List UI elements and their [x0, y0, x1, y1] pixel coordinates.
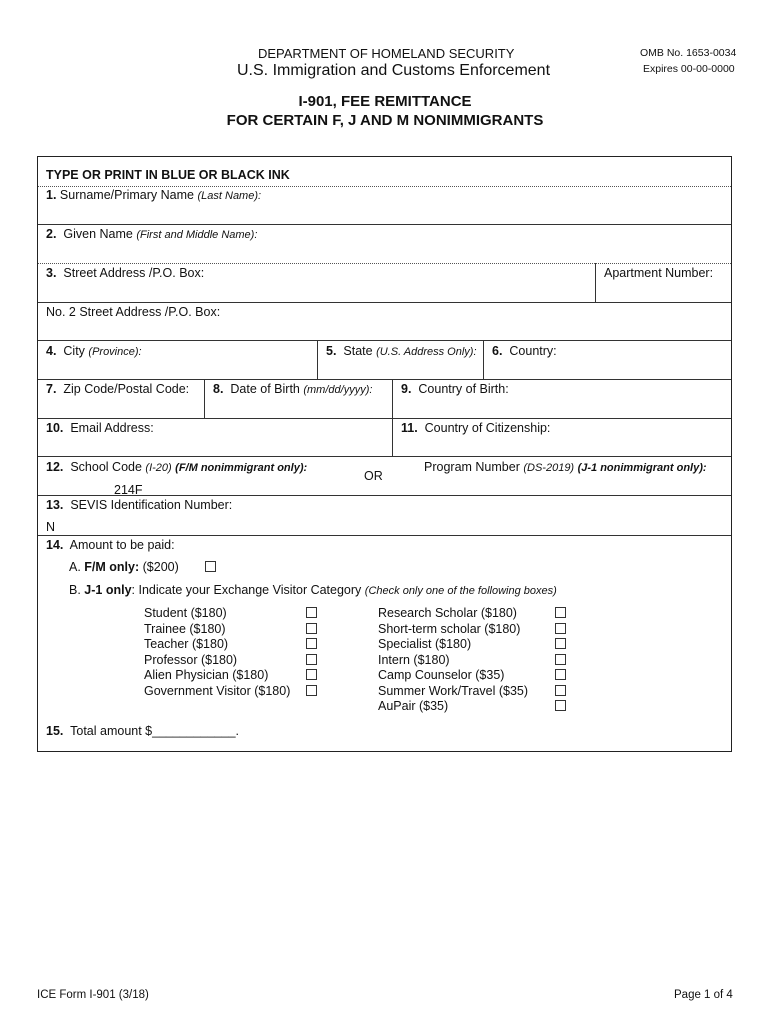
sevis-id-value[interactable]: N: [46, 520, 56, 534]
j1-right-option-checkbox[interactable]: [555, 685, 566, 696]
j1-left-option-checkbox[interactable]: [306, 654, 317, 665]
j1-right-option-checkbox[interactable]: [555, 638, 566, 649]
j1-right-option-checkbox[interactable]: [555, 607, 566, 618]
divider: [38, 340, 731, 341]
option-fm-only: A. F/M only: ($200): [69, 560, 179, 574]
option-j1-only: B. J-1 only: Indicate your Exchange Visitor Category (Check only one of the following boxes): [69, 583, 557, 597]
j1-left-option-label: Professor ($180): [144, 652, 238, 667]
divider: [38, 186, 731, 187]
j1-right-option-checkbox[interactable]: [555, 700, 566, 711]
expiration-date: Expires 00-00-0000: [643, 63, 735, 75]
omb-number: OMB No. 1653-0034: [640, 47, 737, 59]
field-country-of-birth[interactable]: 9. Country of Birth:: [401, 382, 509, 396]
j1-right-option-checkbox[interactable]: [555, 623, 566, 634]
j1-right-option-label: Short-term scholar ($180): [378, 621, 521, 636]
j1-left-option-checkbox[interactable]: [306, 638, 317, 649]
j1-right-option-label: AuPair ($35): [378, 699, 449, 713]
j1-left-option-label: Trainee ($180): [144, 621, 226, 636]
j1-right-option-label: Intern ($180): [378, 652, 450, 667]
page-number: Page 1 of 4: [674, 989, 733, 1001]
field-street-address-2[interactable]: No. 2 Street Address /P.O. Box:: [46, 305, 221, 319]
divider: [38, 379, 731, 380]
j1-left-option-label: Alien Physician ($180): [144, 668, 269, 682]
field-city[interactable]: 4. City (Province):: [46, 344, 142, 358]
field-street-address[interactable]: 3. Street Address /P.O. Box:: [46, 266, 205, 280]
field-date-of-birth[interactable]: 8. Date of Birth (mm/dd/yyyy):: [213, 382, 373, 396]
j1-right-option-label: Camp Counselor ($35): [378, 668, 505, 682]
agency-name: U.S. Immigration and Customs Enforcement: [237, 62, 551, 79]
field-program-number[interactable]: Program Number (DS-2019) (J-1 nonimmigrant only):: [424, 460, 707, 474]
form-subtitle: FOR CERTAIN F, J AND M NONIMMIGRANTS: [226, 112, 544, 129]
or-separator: OR: [364, 469, 383, 483]
divider: [38, 418, 731, 419]
divider: [317, 340, 318, 379]
form-title: I-901, FEE REMITTANCE: [298, 93, 472, 110]
field-amount-to-pay: 14. Amount to be paid:: [46, 538, 175, 552]
field-zip-code[interactable]: 7. Zip Code/Postal Code:: [46, 382, 190, 396]
divider: [38, 535, 731, 536]
j1-left-option-label: Government Visitor ($180): [144, 683, 291, 698]
j1-left-option-label: Teacher ($180): [144, 637, 229, 651]
divider: [204, 379, 205, 418]
divider: [392, 379, 393, 418]
j1-left-option-checkbox[interactable]: [306, 607, 317, 618]
school-code-value[interactable]: 214F: [114, 483, 143, 497]
j1-left-option-checkbox[interactable]: [306, 685, 317, 696]
j1-right-option-label: Research Scholar ($180): [378, 606, 517, 620]
field-sevis-id[interactable]: 13. SEVIS Identification Number:: [46, 498, 233, 512]
j1-left-option-checkbox[interactable]: [306, 669, 317, 680]
ink-instruction: TYPE OR PRINT IN BLUE OR BLACK INK: [46, 168, 290, 182]
department-name: DEPARTMENT OF HOMELAND SECURITY: [258, 46, 515, 61]
fm-only-checkbox[interactable]: [205, 561, 216, 572]
field-country-of-citizenship[interactable]: 11. Country of Citizenship:: [401, 421, 551, 435]
divider: [483, 340, 484, 379]
j1-right-option-checkbox[interactable]: [555, 669, 566, 680]
j1-left-option-label: Student ($180): [144, 606, 227, 620]
divider: [38, 302, 731, 303]
field-state[interactable]: 5. State (U.S. Address Only):: [326, 344, 477, 358]
form-container: [37, 156, 732, 752]
field-given-name[interactable]: 2. Given Name (First and Middle Name):: [46, 227, 258, 241]
divider: [392, 418, 393, 456]
divider: [595, 263, 596, 302]
divider: [38, 456, 731, 457]
field-email[interactable]: 10. Email Address:: [46, 421, 154, 435]
form-identifier: ICE Form I-901 (3/18): [37, 989, 149, 1001]
divider: [38, 263, 731, 264]
field-total-amount[interactable]: 15. Total amount $____________.: [46, 724, 240, 738]
field-apartment-number[interactable]: Apartment Number:: [604, 266, 714, 280]
field-school-code[interactable]: 12. School Code (I-20) (F/M nonimmigrant only):: [46, 460, 308, 474]
field-surname[interactable]: 1. Surname/Primary Name (Last Name):: [46, 188, 262, 202]
j1-right-option-label: Specialist ($180): [378, 637, 472, 651]
j1-left-option-checkbox[interactable]: [306, 623, 317, 634]
j1-right-option-checkbox[interactable]: [555, 654, 566, 665]
field-country[interactable]: 6. Country:: [492, 344, 557, 358]
divider: [38, 224, 731, 225]
j1-right-option-label: Summer Work/Travel ($35): [378, 683, 529, 698]
